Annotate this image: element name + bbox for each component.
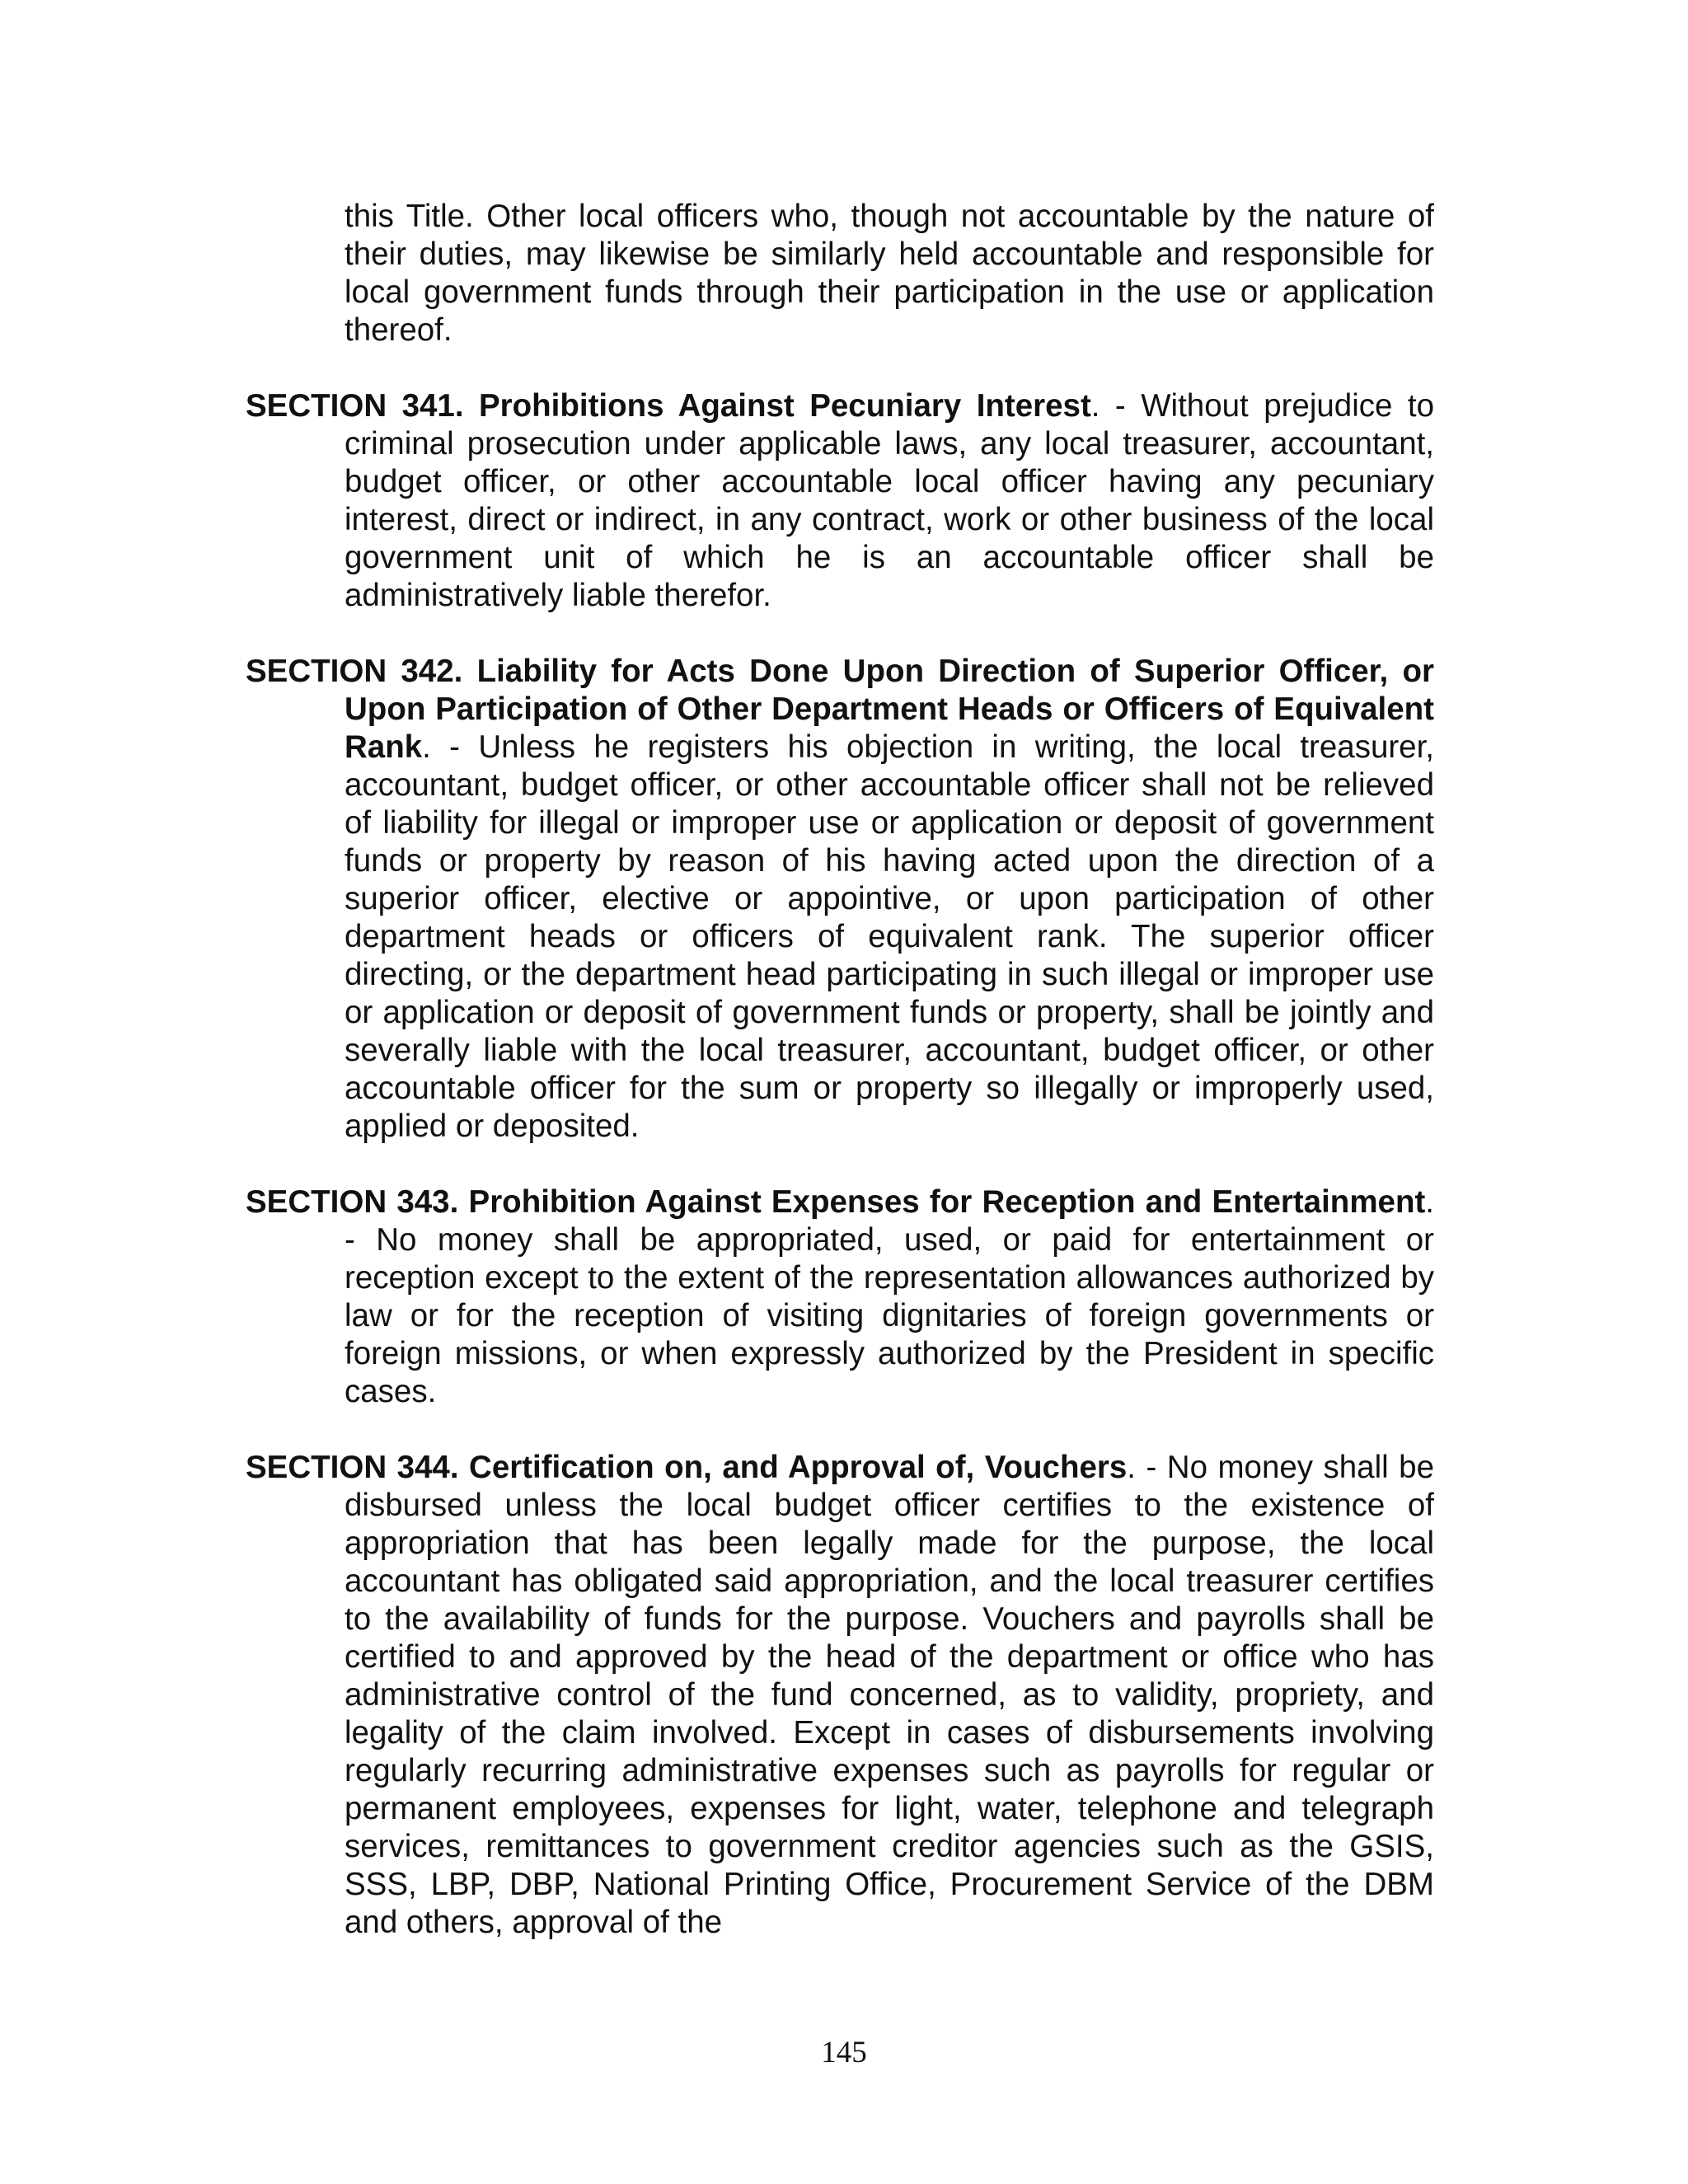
section-342 [246, 653, 1434, 1146]
section-341-heading: SECTION 341. Prohibitions Against Pecuniary Interest [246, 388, 1091, 424]
section-344-heading: SECTION 344. Certification on, and Approval of, Vouchers [246, 1450, 1128, 1485]
section-342-body: . - Unless he registers his objection in writing, the local treasurer, accountant, budget officer, or other accountable officer shall not be relieved of liability for illegal or improper use or application or deposit of government funds or property by reason of his having acted upon the direction of a superior officer, elective or appointive, or upon participation of other department heads or officers of equivalent rank. The superior officer directing, or the department head participating in such illegal or improper use or application or deposit of government funds or property, shall be jointly and severally liable with the local treasurer, accountant, budget officer, or other accountable officer for the sum or property so illegally or improperly used, applied or deposited. [345, 729, 1434, 1144]
page-body [246, 198, 1434, 1942]
section-341 [246, 387, 1434, 615]
section-341-body: . - Without prejudice to criminal prosecution under applicable laws, any local treasurer, accountant, budget officer, or other accountable local officer having any pecuniary interest, direct or indirect, in any contract, work or other business of the local government unit of which he is an accountable officer shall be administratively liable therefor. [345, 388, 1434, 613]
section-343-body: . - No money shall be appropriated, used, or paid for entertainment or reception except to the extent of the representation allowances authorized by law or for the reception of visiting dignitaries of foreign governments or foreign missions, or when expressly authorized by the President in specific cases. [345, 1184, 1434, 1409]
continued-paragraph: this Title. Other local officers who, though not accountable by the nature of their duties, may likewise be similarly held accountable and responsible for local government funds through their participation in the use or application thereof. [345, 199, 1434, 348]
section-344-body: . - No money shall be disbursed unless the local budget officer certifies to the existence of appropriation that has been legally made for the purpose, the local accountant has obligated said appropriation, and the local treasurer certifies to the availability of funds for the purpose. Vouchers and payrolls shall be certified to and approved by the head of the department or office who has administrative control of the fund concerned, as to validity, propriety, and legality of the claim involved. Except in cases of disbursements involving regularly recurring administrative expenses such as payrolls for regular or permanent employees, expenses for light, water, telephone and telegraph services, remittances to government creditor agencies such as the GSIS, SSS, LBP, DBP, National Printing Office, Procurement Service of the DBM and others, approval of the [345, 1450, 1434, 1940]
section-343 [246, 1183, 1434, 1411]
section-343-heading: SECTION 343. Prohibition Against Expenses for Reception and Entertainment [246, 1184, 1426, 1220]
section-342-heading: SECTION 342. Liability for Acts Done Upon Direction of Superior Officer, or Upon Participation of Other Department Heads or Officers of Equivalent Rank [246, 654, 1434, 765]
section-344 [246, 1449, 1434, 1942]
page-number: 145 [821, 2036, 867, 2069]
